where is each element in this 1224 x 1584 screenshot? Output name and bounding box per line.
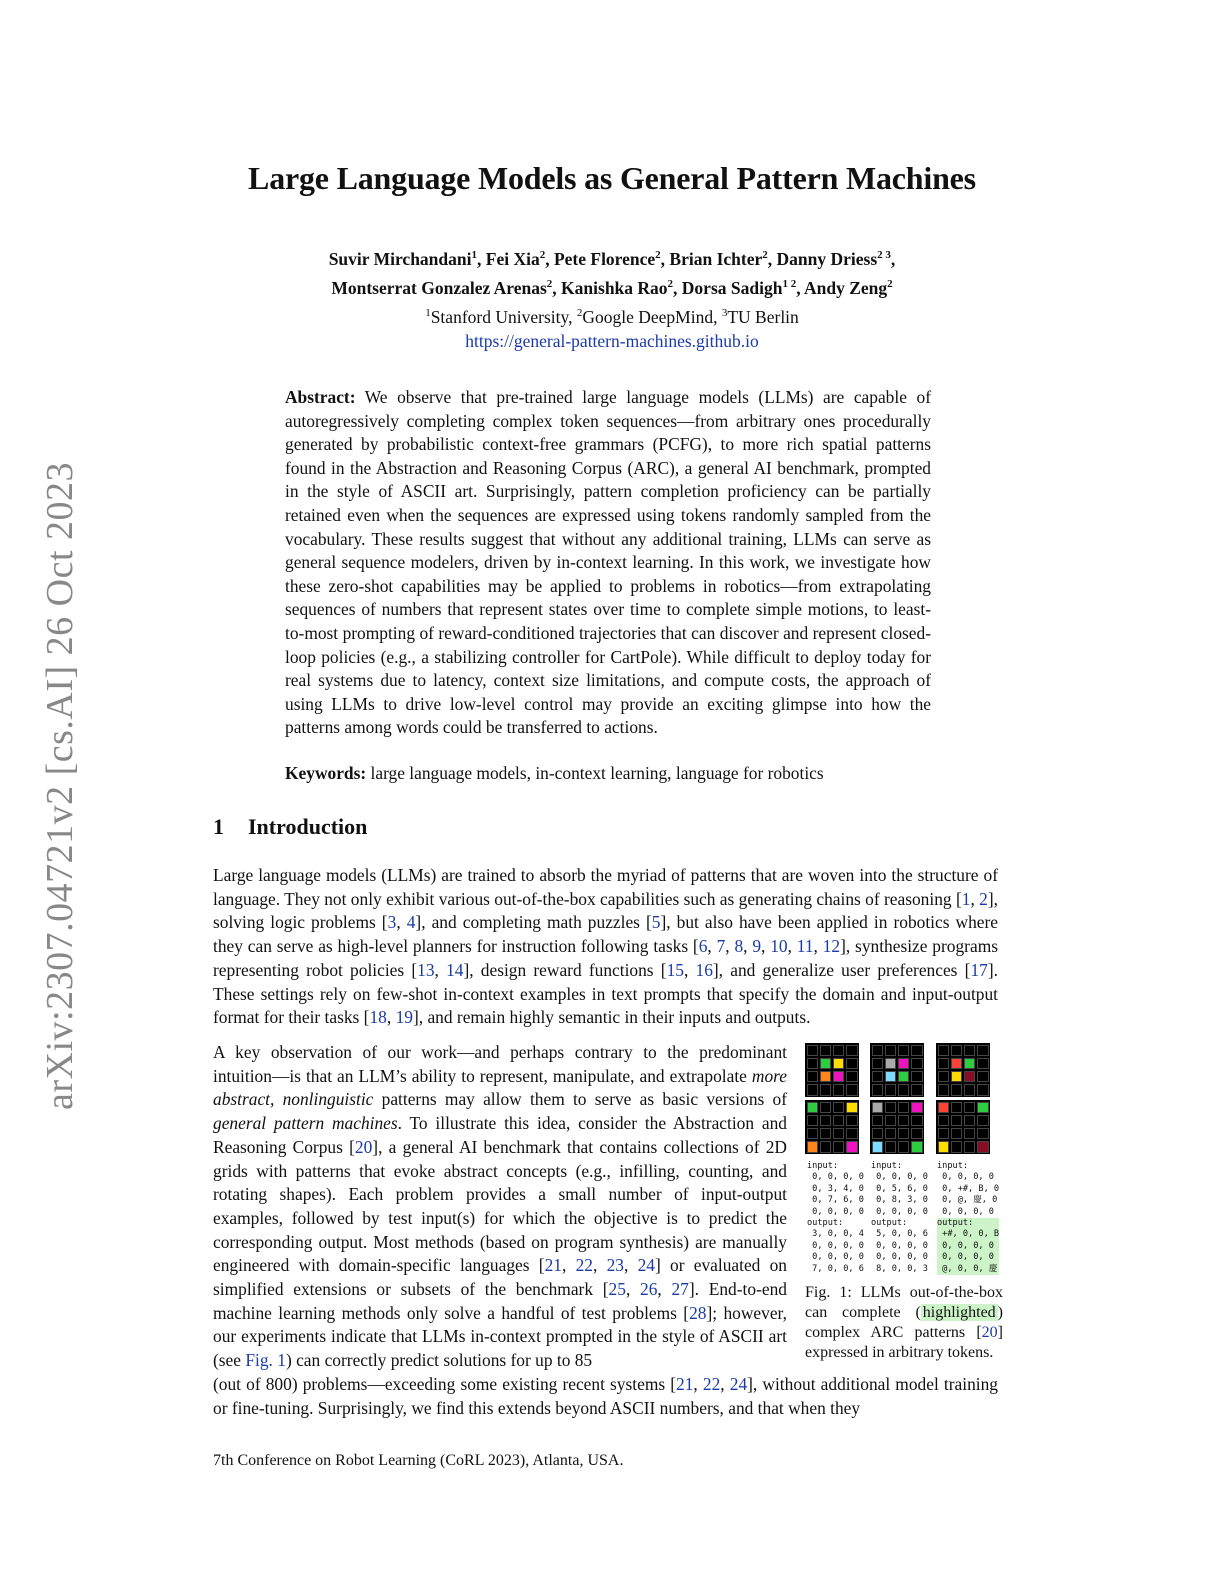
- citation-link[interactable]: 6: [698, 936, 708, 957]
- citation-link[interactable]: 11: [796, 936, 814, 957]
- intro-paragraph-1: Large language models (LLMs) are trained to absorb the myriad of patterns that are woven into the structure of language. They not only exhibit various out-of-the-box capabilities such as generating chains of reasoning [1, 2], solving logic problems [3, 4], and completing math puzzles [5], but also have been applied in robotics where they can serve as high-level planners for instruction following tasks [6, 7, 8, 9, 10, 11, 12], synthesize programs representing robot policies [13, 14], design reward functions [15, 16], and generalize user preferences [17]. These settings rely on few-shot in-context examples in text prompts that specify the domain and input-output format for their tasks [18, 19], and remain highly semantic in their inputs and outputs.: [213, 865, 998, 1028]
- arc-output-grid-1: [805, 1100, 859, 1154]
- citation-link[interactable]: 13: [417, 959, 435, 980]
- arc-output-grid-2: [870, 1100, 924, 1154]
- arc-input-grid-2: [870, 1043, 924, 1097]
- arc-input-grid-3: [936, 1043, 990, 1097]
- arc-input-grid-1: [805, 1043, 859, 1097]
- citation-link[interactable]: 27: [671, 1279, 689, 1300]
- citation-link[interactable]: 3: [387, 912, 397, 933]
- citation-link[interactable]: 25: [608, 1279, 626, 1300]
- citation-link[interactable]: 22: [702, 1374, 721, 1394]
- abstract-text: We observe that pre-trained large language models (LLMs) are capable of autoregressively completing complex token sequences—from arbitrary ones procedurally generated by probabilistic context-free grammars (PCFG), to more rich spatial patterns found in the Abstraction and Reasoning Corpus (ARC), a general AI benchmark, prompted in the style of ASCII art. Surprisingly, pattern completion proficiency can be partially retained even when the sequences are expressed using tokens randomly sampled from the vocabulary. These results suggest that without any additional training, LLMs can serve as general sequence modelers, driven by in-context learning. In this work, we investigate how these zero-shot capabilities may be applied to problems in robotics—from extrapolating sequences of numbers that represent states over time to complete simple motions, to least-to-most prompting of reward-conditioned trajectories that can discover and represent closed-loop policies (e.g., a stabilizing controller for CartPole). While difficult to deploy today for real systems due to latency, context size limitations, and compute costs, the approach of using LLMs to drive low-level control may provide an exciting glimpse into how the patterns among words could be transferred to actions.: [285, 387, 931, 738]
- highlight-swatch: highlighted: [922, 1304, 996, 1321]
- citation-link[interactable]: 5: [651, 912, 661, 933]
- page-footer: 7th Conference on Robot Learning (CoRL 2023), Atlanta, USA.: [213, 1452, 624, 1469]
- ascii-example-2: input: 0, 0, 0, 0 0, 5, 6, 0 0, 8, 3, 0 0, 0, 0, 0 output: 5, 0, 0, 6 0, 0, 0, 0 0, 0, 0, 0 8, 0, 0, 3: [871, 1161, 928, 1274]
- ascii-example-3: input: 0, 0, 0, 0 0, +#, B, 0 0, @, 慶, 0 0, 0, 0, 0 output: +#, 0, 0, B 0, 0, 0, 0 0, 0, 0, 0 @, 0, 0, 慶: [937, 1161, 1000, 1274]
- authors-line-2: Montserrat Gonzalez Arenas$^2$, Kanishka Rao$^2$, Dorsa Sadigh$^{1 2}$, Andy Zeng$^2$: [331, 277, 893, 298]
- author-block: [0, 243, 1224, 354]
- citation-link[interactable]: 26: [640, 1279, 658, 1300]
- paper-title: Large Language Models as General Pattern Machines: [248, 160, 976, 196]
- authors-line-1: Suvir Mirchandani$^1$, Fei Xia$^2$, Pete Florence$^2$, Brian Ichter$^2$, Danny Driess$^{2 3}$,: [328, 248, 896, 269]
- ascii-example-1: input: 0, 0, 0, 0 0, 3, 4, 0 0, 7, 6, 0 0, 0, 0, 0 output: 3, 0, 0, 4 0, 0, 0, 0 0, 0, 0, 0 7, 0, 0, 6: [807, 1161, 864, 1274]
- highlighted-output: output: +#, 0, 0, B 0, 0, 0, 0 0, 0, 0, 0 @, 0, 0, 慶: [937, 1218, 1000, 1274]
- keywords-text: large language models, in-context learning, language for robotics: [370, 763, 824, 783]
- citation-link[interactable]: 14: [446, 959, 464, 980]
- citation-link[interactable]: 8: [734, 936, 744, 957]
- citation-link[interactable]: 18: [369, 1007, 387, 1028]
- citation-link[interactable]: 21: [544, 1255, 562, 1276]
- citation-link[interactable]: 28: [689, 1302, 707, 1323]
- abstract-label: Abstract:: [285, 387, 356, 407]
- section-heading: 1 Introduction: [213, 814, 368, 839]
- project-url-link[interactable]: https://general-pattern-machines.github.io: [465, 331, 759, 352]
- citation-link[interactable]: 10: [770, 936, 788, 957]
- citation-link[interactable]: 1: [961, 888, 971, 909]
- citation-link[interactable]: 22: [575, 1255, 593, 1276]
- arc-output-grid-3: [936, 1100, 990, 1154]
- citation-link[interactable]: 20: [354, 1136, 373, 1157]
- citation-link[interactable]: 20: [981, 1324, 998, 1341]
- citation-link[interactable]: 17: [970, 959, 988, 980]
- citation-link[interactable]: 21: [676, 1374, 694, 1394]
- keywords: [285, 762, 931, 786]
- affiliations: $^1$Stanford University, $^2$Google DeepMind, $^3$TU Berlin: [425, 306, 799, 327]
- arxiv-stamp: arXiv:2307.04721v2 [cs.AI] 26 Oct 2023: [39, 461, 81, 1110]
- citation-link[interactable]: 7: [716, 936, 726, 957]
- citation-link[interactable]: 15: [666, 959, 684, 980]
- citation-link[interactable]: 24: [637, 1255, 655, 1276]
- intro-paragraph-2-continued: (out of 800) problems—exceeding some existing recent systems [21, 22, 24], without additional model training or fine-tuning. Surprisingly, we find this extends beyond ASCII numbers, and that when they: [213, 1374, 998, 1418]
- abstract: [285, 386, 931, 740]
- citation-link[interactable]: 16: [695, 959, 713, 980]
- citation-link[interactable]: 12: [822, 936, 841, 957]
- figure-ref-link[interactable]: Fig. 1: [245, 1350, 286, 1371]
- citation-link[interactable]: 23: [606, 1255, 624, 1276]
- citation-link[interactable]: 9: [752, 936, 762, 957]
- citation-link[interactable]: 2: [979, 888, 988, 909]
- citation-link[interactable]: 19: [395, 1007, 413, 1028]
- citation-link[interactable]: 24: [729, 1374, 748, 1394]
- intro-paragraph-2: A key observation of our work—and perhaps contrary to the predominant intuition—is that an LLM’s ability to represent, manipulate, and extrapolate more abstract, nonlinguistic patterns may allow them to serve as basic versions of general pattern machines. To illustrate this idea, consider the Abstraction and Reasoning Corpus [20], a general AI benchmark that contains collections of 2D grids with patterns that evoke abstract concepts (e.g., infilling, counting, and rotating shapes). Each problem provides a small number of input-output examples, followed by test input(s) for which the objective is to predict the corresponding output. Most methods (based on program synthesis) are manually engineered with domain-specific languages [21, 22, 23, 24] or evaluated on simplified extensions or subsets of the benchmark [25, 26, 27]. End-to-end machine learning methods only solve a handful of test problems [28]; however, our experiments indicate that LLMs in-context prompted in the style of ASCII art (see Fig. 1) can correctly predict solutions for up to 85: [213, 1042, 787, 1371]
- keywords-label: Keywords:: [285, 763, 367, 783]
- figure-1-caption: Fig. 1: LLMs out-of-the-box can complete ( highlighted ) complex ARC patterns [20] expressed in arbitrary tokens.: [805, 1284, 1003, 1361]
- citation-link[interactable]: 4: [406, 912, 416, 933]
